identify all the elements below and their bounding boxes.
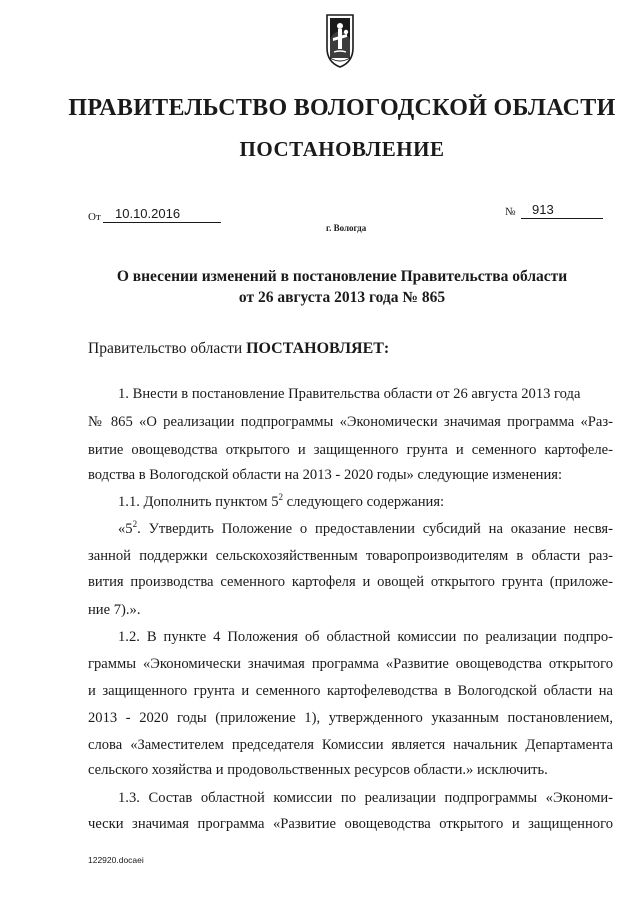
document-number: 913	[521, 202, 603, 219]
body-line: вития производства семенного картофеля и овощей открытого грунта (приложе-	[88, 574, 613, 590]
body-text: следующего содержания:	[283, 494, 445, 510]
document-date: 10.10.2016	[103, 206, 221, 223]
preamble-emphasis: ПОСТАНОВЛЯЕТ:	[246, 340, 390, 357]
body-text: . Утвердить Положение о предоставлении субсидий на оказание несвя-	[137, 521, 613, 537]
body-line: водства в Вологодской области на 2013 - 2020 годы» следующие изменения:	[88, 467, 563, 483]
preamble	[88, 340, 389, 358]
body-line: 1.2. В пункте 4 Положения об областной комиссии по реализации подпро-	[118, 629, 613, 645]
body-text: 1.1. Дополнить пунктом 5	[118, 494, 279, 510]
preamble-text: Правительство области	[88, 340, 243, 357]
document-subject	[0, 266, 640, 308]
body-text: «5	[118, 521, 133, 537]
body-line: витие овощеводства открытого и защищенного грунта и семенного картофеле-	[88, 442, 613, 458]
body-line: ние 7).».	[88, 602, 141, 618]
government-title: ПРАВИТЕЛЬСТВО ВОЛОГОДСКОЙ ОБЛАСТИ	[68, 95, 616, 121]
body-line: № 865 «О реализации подпрограммы «Экономически значимая программа «Раз-	[88, 414, 613, 430]
date-label: От	[88, 211, 101, 223]
body-line: слова «Заместителем председателя Комиссии является начальник Департамента	[88, 737, 613, 753]
body-line: чески значимая программа «Развитие овощеводства открытого и защищенного	[88, 816, 613, 832]
body-line: и защищенного грунта и семенного картофелеводства в Вологодской области на	[88, 683, 613, 699]
body-line: сельского хозяйства и продовольственных ресурсов области.» исключить.	[88, 762, 548, 778]
body-line: граммы «Экономически значимая программа «Развитие овощеводства открытого	[88, 656, 613, 672]
number-label: №	[505, 206, 516, 218]
superscript: 2	[278, 492, 283, 503]
subject-line: О внесении изменений в постановление Правительства области	[116, 268, 568, 285]
file-name-footer: 122920.docaei	[88, 855, 144, 865]
superscript: 2	[132, 519, 138, 530]
body-line	[118, 492, 613, 512]
body-line: занной поддержки сельскохозяйственным товаропроизводителям в области раз-	[88, 548, 613, 564]
body-line: 1.3. Состав областной комиссии по реализации подпрограммы «Экономи-	[118, 790, 613, 806]
city-label: г. Вологда	[326, 223, 367, 233]
coat-of-arms-emblem	[321, 12, 359, 70]
body-line: 2013 - 2020 годы (приложение 1), утвержденного указанным постановлением,	[88, 710, 613, 726]
document-type-title: ПОСТАНОВЛЕНИЕ	[239, 137, 445, 161]
subject-line: от 26 августа 2013 года № 865	[238, 289, 446, 306]
body-line	[118, 519, 613, 539]
body-line: 1. Внести в постановление Правительства области от 26 августа 2013 года	[118, 386, 581, 402]
